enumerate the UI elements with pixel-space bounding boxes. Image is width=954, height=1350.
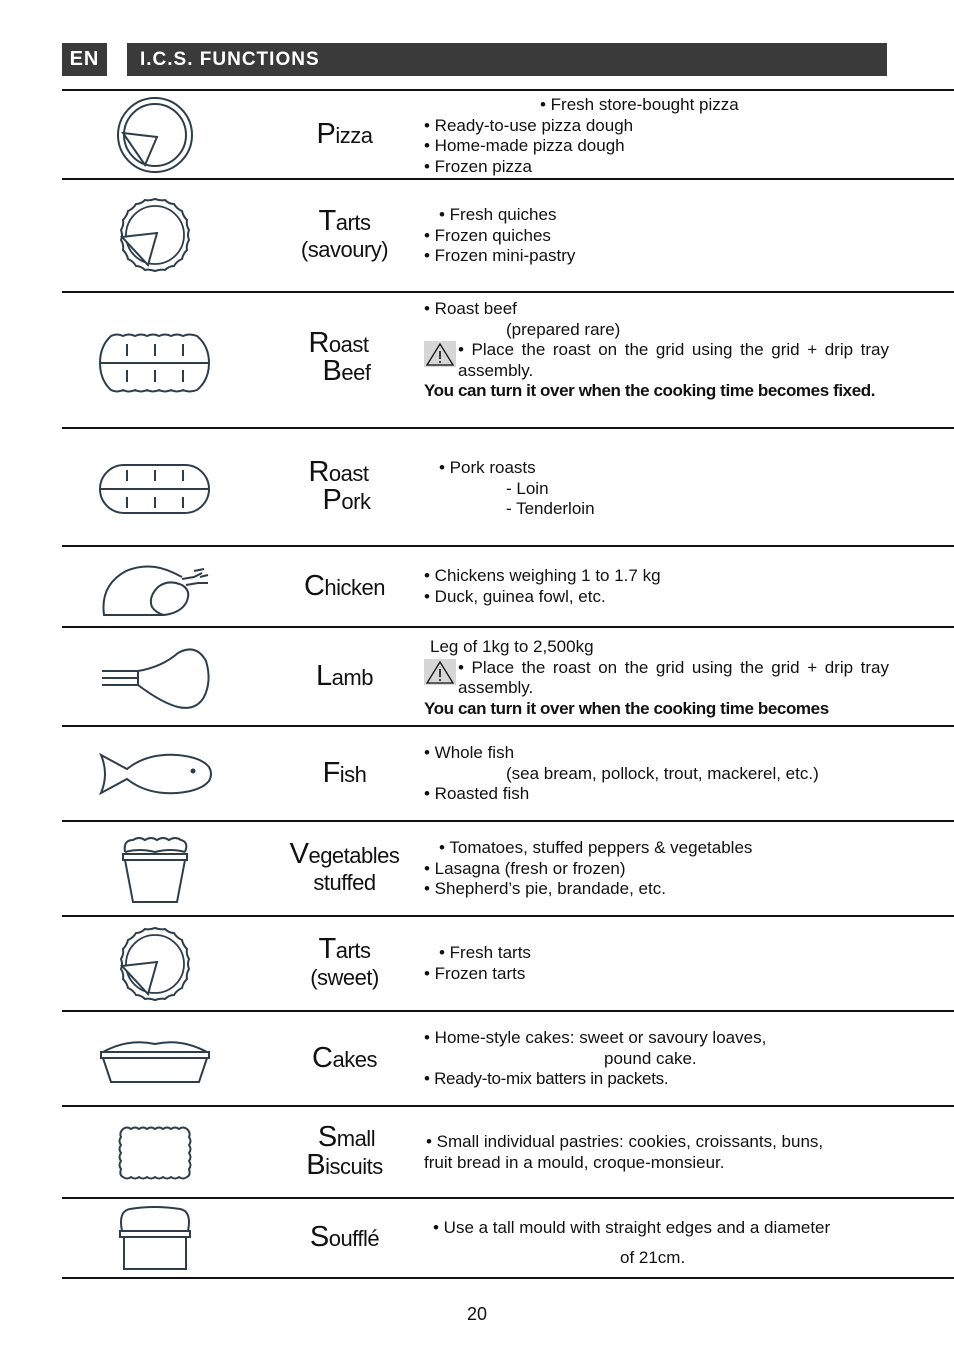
- function-description: • Whole fish (sea bream, pollock, trout, mackerel, etc.) • Roasted fish: [424, 743, 819, 803]
- function-description: • Pork roasts - Loin - Tenderloin: [439, 458, 595, 518]
- function-description: • Chickens weighing 1 to 1.7 kg • Duck, guinea fowl, etc.: [424, 566, 661, 606]
- pizza-icon: [90, 94, 220, 176]
- function-row-roast-beef: [62, 293, 954, 427]
- roast-pork-icon: [90, 449, 220, 529]
- warning-icon: [424, 658, 458, 686]
- function-row-pizza: [62, 91, 954, 178]
- function-name: Pizza: [316, 117, 373, 150]
- function-name: Soufflé: [309, 1221, 380, 1253]
- function-name: Tarts (sweet): [310, 933, 379, 990]
- chicken-icon: [90, 552, 220, 622]
- function-row-tarts-savoury: [62, 180, 954, 291]
- tart-icon: [90, 195, 220, 275]
- function-description: • Fresh store-bought pizza • Ready-to-use pizza dough • Home-made pizza dough • Frozen pizza: [424, 95, 739, 176]
- lamb-icon: [90, 638, 220, 718]
- vegetables-icon: [90, 832, 220, 908]
- function-name: Lamb: [316, 659, 373, 692]
- biscuit-icon: [90, 1117, 220, 1189]
- row-divider: [62, 1277, 954, 1279]
- function-name: Roast Beef: [308, 327, 371, 387]
- function-description: • Small individual pastries: cookies, croissants, buns, fruit bread in a mould, croque-monsieur.: [424, 1132, 824, 1172]
- fish-icon: [90, 737, 220, 811]
- function-name: Small Biscuits: [306, 1121, 383, 1181]
- function-description: • Home-style cakes: sweet or savoury loaves, pound cake. • Ready-to-mix batters in packets.: [424, 1028, 767, 1088]
- section-title: I.C.S. FUNCTIONS: [127, 43, 887, 76]
- function-description: • Tomatoes, stuffed peppers & vegetables • Lasagna (fresh or frozen) • Shepherd’s pie, brandade, etc.: [424, 838, 753, 898]
- function-row-cakes: [62, 1012, 954, 1105]
- function-name: Chicken: [303, 569, 386, 602]
- function-name: Tarts (savoury): [300, 204, 389, 262]
- function-name: Fish: [322, 756, 367, 789]
- function-row-roast-pork: [62, 429, 954, 545]
- function-row-lamb: [62, 628, 954, 725]
- function-row-souffle: [62, 1199, 954, 1277]
- function-row-tarts-sweet: [62, 917, 954, 1010]
- function-name: Roast Pork: [308, 456, 371, 516]
- tart-sweet-icon: [90, 925, 220, 1003]
- cake-icon: [90, 1022, 220, 1098]
- roast-beef-icon: [90, 323, 220, 403]
- function-row-small-biscuits: [62, 1107, 954, 1197]
- function-row-fish: [62, 727, 954, 820]
- warning-icon: [424, 340, 458, 368]
- function-description: • Fresh tarts • Frozen tarts: [424, 943, 531, 983]
- function-row-chicken: [62, 547, 954, 626]
- function-description: • Fresh quiches • Frozen quiches • Frozen mini-pastry: [424, 205, 576, 265]
- language-badge: EN: [62, 43, 107, 76]
- function-name: Vegetables stuffed: [289, 838, 400, 895]
- function-description: Leg of 1kg to 2,500kg • Place the roast on the grid using the grid + drip tray assembly. You can turn it over when the cooking time becomes: [424, 637, 889, 718]
- function-description: • Roast beef (prepared rare) • Place the roast on the grid using the grid + drip tray assembly. You can turn it over when the cooking time becomes fixed.: [424, 299, 889, 400]
- function-row-vegetables-stuffed: [62, 822, 954, 915]
- page-number: 20: [466, 1304, 488, 1324]
- function-description: • Use a tall mould with straight edges and a diameter of 21cm.: [433, 1218, 831, 1267]
- function-name: Cakes: [312, 1041, 377, 1074]
- souffle-icon: [90, 1203, 220, 1273]
